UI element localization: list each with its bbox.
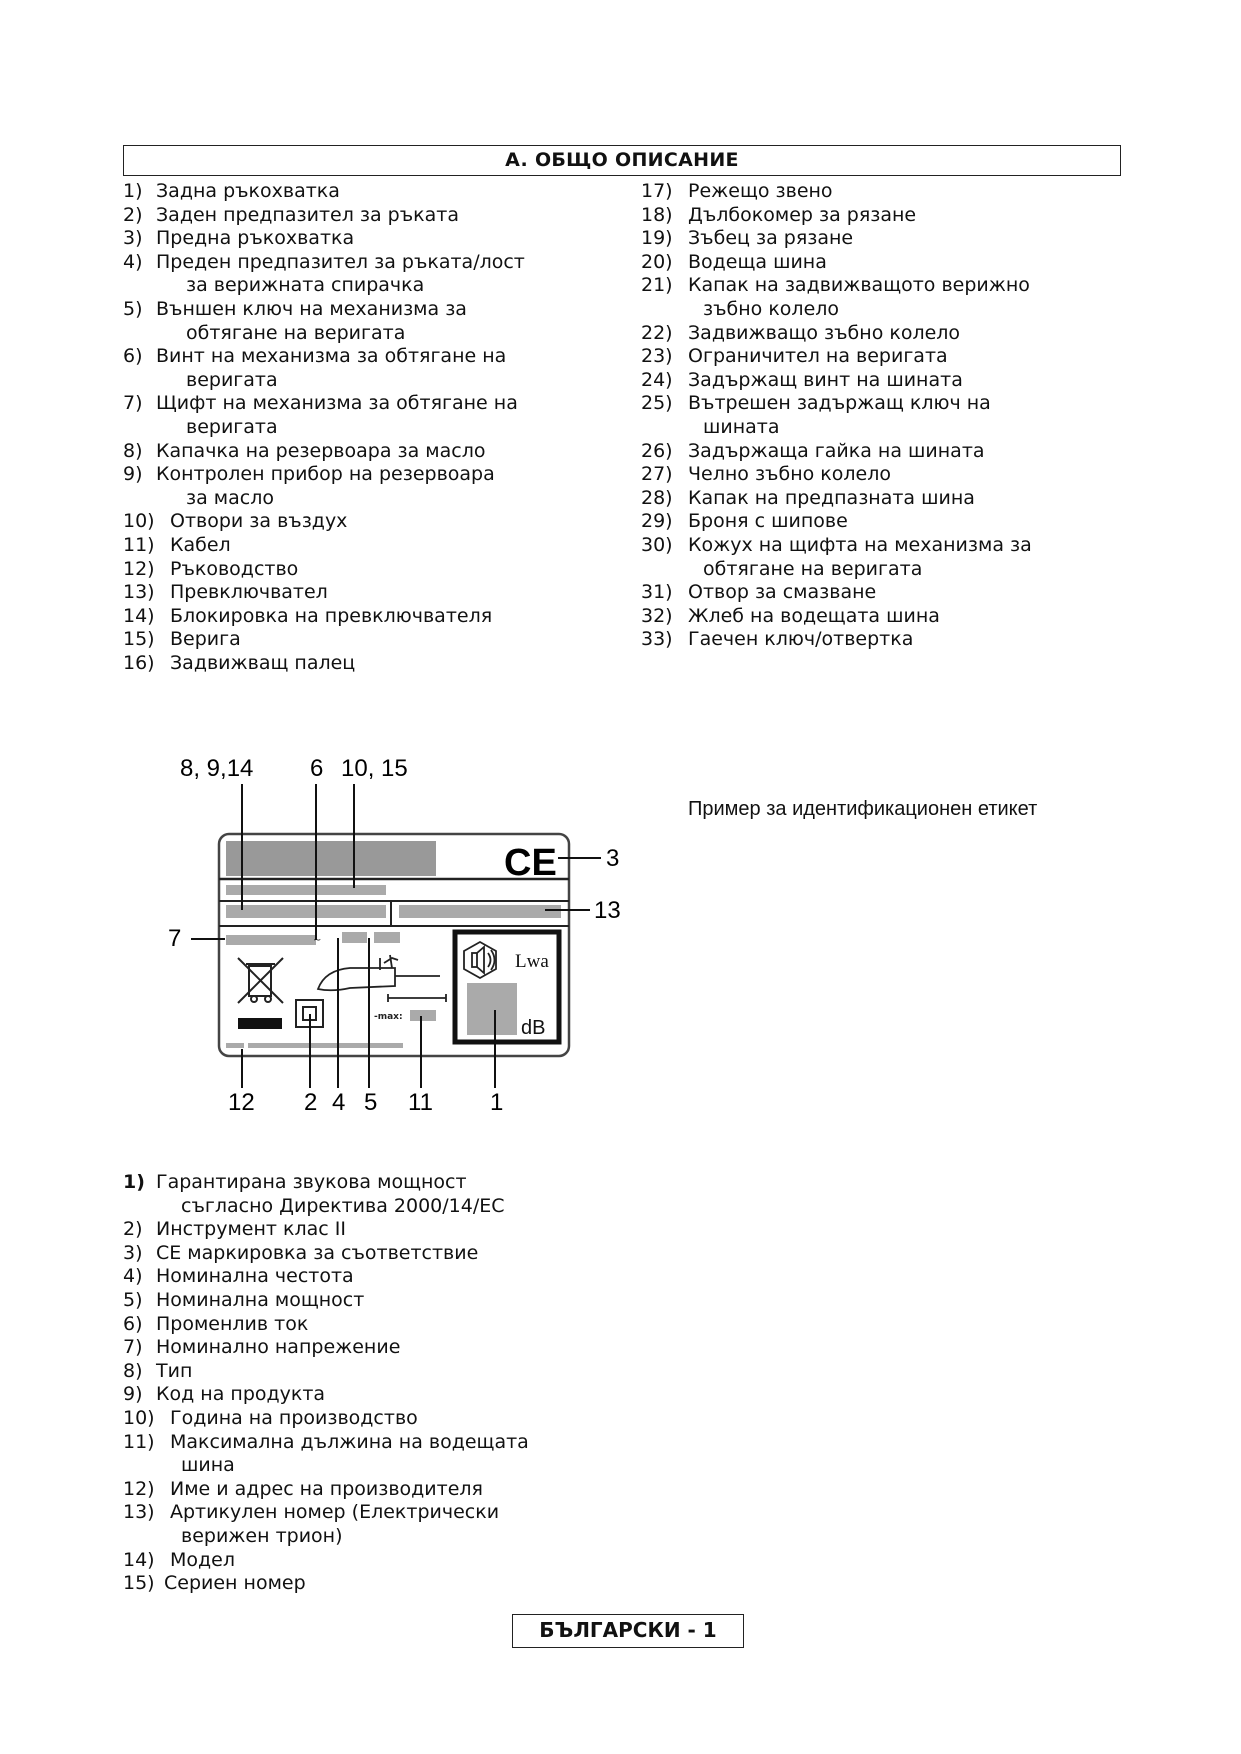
label-voltage-field: [226, 935, 316, 945]
list-item: 31) Отвор за смазване: [641, 581, 877, 604]
list-item: 10) Отвори за въздух: [123, 510, 348, 533]
label-caption: Пример за идентификационен етикет: [688, 798, 1038, 820]
list-item: 5) Външен ключ на механизма за: [123, 297, 467, 320]
list-item-continuation: веригата: [186, 368, 278, 391]
list-item: 3) Предна ръкохватка: [123, 227, 355, 250]
list-item-continuation: обтягане на веригата: [186, 321, 406, 344]
list-item: 1) Гарантирана звукова мощност: [123, 1171, 467, 1193]
callout-4: 4: [332, 1089, 346, 1116]
list-item-continuation: веригата: [186, 415, 278, 438]
list-item: 8) Тип: [123, 1359, 193, 1382]
callout-5: 5: [364, 1089, 378, 1116]
list-item: 24) Задържащ винт на шината: [641, 368, 963, 391]
max-length-label: -max:: [374, 1012, 403, 1022]
list-item: 9) Код на продукта: [123, 1383, 326, 1406]
list-item: 23) Ограничител на веригата: [641, 345, 948, 368]
list-item: 19) Зъбец за рязане: [641, 227, 854, 250]
section-title: A. ОБЩО ОПИСАНИЕ: [123, 145, 1121, 176]
callout-10-15: 10, 15: [341, 755, 408, 782]
label-frequency-field: [342, 932, 367, 943]
list-item: 22) Задвижващо зъбно колело: [641, 321, 961, 344]
list-item: 4) Номинална честота: [123, 1265, 354, 1288]
lwa-label: Lwa: [515, 951, 549, 972]
list-item: 2) Инструмент клас II: [123, 1218, 346, 1241]
list-item: 16) Задвижващ палец: [123, 651, 356, 674]
callout-3: 3: [606, 845, 620, 872]
list-item: 12) Ръководство: [123, 557, 299, 580]
list-item-continuation: зъбно колело: [703, 297, 840, 320]
list-item: 2) Заден предпазител за ръката: [123, 203, 459, 226]
list-item-continuation: верижен трион): [181, 1524, 343, 1547]
label-items-list: [123, 1171, 643, 1596]
list-item: 21) Капак на задвижващото верижно: [641, 274, 1030, 297]
callout-11: 11: [408, 1089, 433, 1116]
list-item: 13) Артикулен номер (Електрически: [123, 1501, 500, 1524]
list-item: 27) Челно зъбно колело: [641, 463, 891, 486]
list-item: 18) Дълбокомер за рязане: [641, 203, 917, 226]
callout-8-9-14: 8, 9,14: [180, 755, 254, 782]
label-power-field: [374, 932, 400, 943]
callout-12: 12: [228, 1089, 255, 1116]
list-item: 5) Номинална мощност: [123, 1288, 365, 1311]
ac-tilde-icon: ~: [313, 935, 322, 946]
label-sound-value-field: [467, 983, 517, 1035]
list-item: 14) Блокировка на превключвателя: [123, 604, 493, 627]
callout-13: 13: [594, 897, 621, 924]
ce-mark-icon: CE: [504, 842, 557, 884]
list-item-continuation: съгласно Директива 2000/14/EC: [181, 1194, 505, 1217]
list-item: 25) Вътрешен задържащ ключ на: [641, 392, 991, 415]
list-item: 11) Кабел: [123, 533, 231, 556]
label-manufacturer-field: [248, 1043, 403, 1048]
db-label: dB: [521, 1017, 546, 1039]
list-item: 29) Броня с шипове: [641, 510, 848, 533]
list-item: 33) Гаечен ключ/отвертка: [641, 628, 914, 651]
list-item: 10) Година на производство: [123, 1406, 418, 1429]
page-footer: БЪЛГАРСКИ - 1: [512, 1614, 744, 1648]
list-item: 15) Верига: [123, 628, 241, 651]
list-item-continuation: за масло: [186, 486, 274, 509]
list-item: 7) Номинално напрежение: [123, 1336, 401, 1359]
list-item: 30) Кожух на щифта на механизма за: [641, 533, 1032, 556]
list-item-continuation: шината: [703, 415, 780, 438]
label-name-block: [226, 841, 436, 876]
list-item: 9) Контролен прибор на резервоара: [123, 463, 495, 486]
list-item: 1) Задна ръкохватка: [123, 180, 340, 202]
callout-6: 6: [310, 755, 324, 782]
callout-2: 2: [304, 1089, 318, 1116]
list-item-continuation: за верижната спирачка: [186, 274, 425, 297]
list-item-continuation: обтягане на веригата: [703, 557, 923, 580]
list-item: 8) Капачка на резервоара за масло: [123, 439, 486, 462]
list-item: 15) Сериен номер: [123, 1572, 306, 1595]
label-max-length-field: [410, 1010, 436, 1021]
weee-bar-icon: [238, 1018, 282, 1029]
list-item: 28) Капак на предпазната шина: [641, 486, 975, 509]
list-item: 13) Превключвател: [123, 581, 328, 604]
list-item: 6) Винт на механизма за обтягане на: [123, 345, 507, 368]
list-item: 3) CE маркировка за съответствие: [123, 1241, 479, 1264]
label-serial-field: [226, 885, 386, 895]
callout-7: 7: [168, 925, 182, 952]
list-item: 17) Режещо звено: [641, 180, 833, 202]
list-item: 7) Щифт на механизма за обтягане на: [123, 392, 518, 415]
list-item: 32) Жлеб на водещата шина: [641, 604, 940, 627]
list-item: 26) Задържаща гайка на шината: [641, 439, 985, 462]
label-article-field: [399, 905, 561, 918]
list-item: 11) Максимална дължина на водещата: [123, 1430, 529, 1453]
list-item: 12) Име и адрес на производителя: [123, 1477, 483, 1500]
callout-1: 1: [490, 1089, 504, 1116]
list-item: 14) Модел: [123, 1548, 235, 1571]
list-item: 6) Променлив ток: [123, 1312, 309, 1335]
list-item-continuation: шина: [181, 1454, 235, 1477]
label-manufacturer-field: [226, 1043, 244, 1048]
list-item: 4) Преден предпазител за ръката/лост: [123, 250, 525, 273]
list-item: 20) Водеща шина: [641, 250, 827, 273]
label-type-field: [226, 905, 386, 918]
